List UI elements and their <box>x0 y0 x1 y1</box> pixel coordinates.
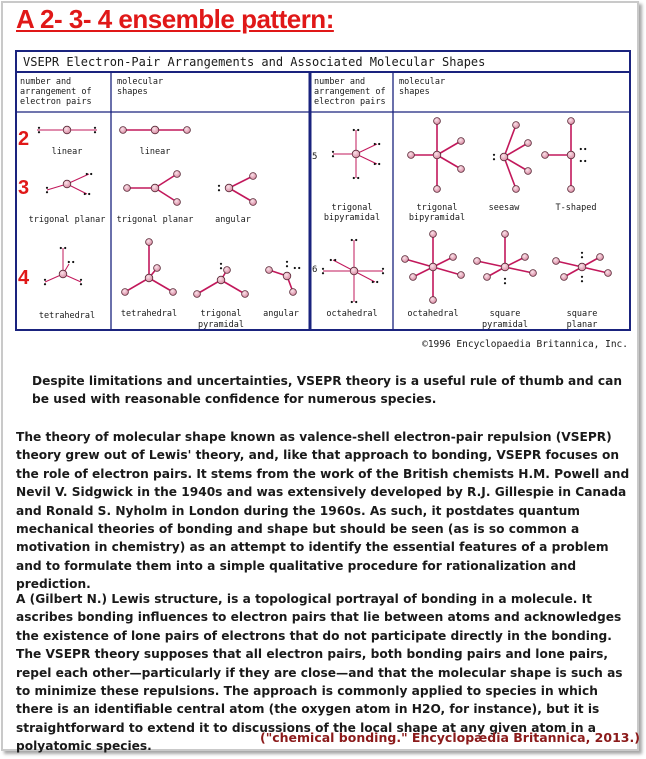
atom <box>122 289 129 296</box>
atom <box>266 267 273 274</box>
atom <box>430 297 437 304</box>
lone-pair-dot <box>218 189 220 191</box>
atom <box>63 180 71 188</box>
lone-pair-dot <box>581 256 583 258</box>
lone-pair-dot <box>60 247 62 249</box>
citation: ("chemical bonding." Encyclopædia Britannica, 2013.) <box>260 730 640 745</box>
atom <box>225 184 233 192</box>
label-angular-4: angular <box>263 309 299 319</box>
atom <box>224 267 231 274</box>
lone-pair-dot <box>355 239 357 241</box>
lone-pair-dot <box>504 278 506 280</box>
label-square-planar-1: square <box>566 309 598 319</box>
atom <box>124 185 131 192</box>
atom <box>578 263 586 271</box>
atom <box>151 184 159 192</box>
atom <box>120 127 127 134</box>
header-right-pairs-3: electron pairs <box>314 97 386 107</box>
lone-pair-dot <box>581 252 583 254</box>
label-trigonal-bipyramidal-shape-1: trigonal <box>416 203 458 213</box>
header-left-pairs-1: number and <box>20 77 72 87</box>
label-octahedral-arrangement: octahedral <box>326 309 378 319</box>
atom <box>450 254 457 261</box>
lone-pair-dot <box>353 177 355 179</box>
row-number-4: 4 <box>18 267 30 289</box>
lone-pair-dot <box>68 261 70 263</box>
figure-title: VSEPR Electron-Pair Arrangements and Associated Molecular Shapes <box>23 55 486 69</box>
label-square-planar-2: planar <box>566 320 598 330</box>
atom <box>283 272 291 280</box>
lone-pair-dot <box>90 173 92 175</box>
atom <box>542 152 549 159</box>
header-left-pairs-2: arrangement of <box>20 87 92 97</box>
lone-pair-dot <box>46 187 48 189</box>
atom <box>474 258 481 265</box>
lone-pair-dot <box>378 143 380 145</box>
bond-line <box>477 261 505 267</box>
header-right-shapes-2: shapes <box>399 87 430 97</box>
label-tetrahedral-arrangement: tetrahedral <box>38 311 96 321</box>
atom <box>146 239 153 246</box>
bond-line <box>504 157 516 189</box>
atom <box>250 173 257 180</box>
bond-line <box>504 125 516 157</box>
lone-pair-dot <box>332 151 334 153</box>
lone-pair-dot <box>382 272 384 274</box>
lone-pair-dot <box>376 281 378 283</box>
atom <box>525 140 532 147</box>
lone-pair-dot <box>357 129 359 131</box>
atom <box>567 151 575 159</box>
label-trigonal-bipyramidal-arr-2: bipyramidal <box>323 213 381 223</box>
atom <box>217 276 225 284</box>
lone-pair-dot <box>580 160 582 162</box>
label-seesaw: seesaw <box>488 203 520 213</box>
lone-pair-dot <box>581 280 583 282</box>
lone-pair-dot <box>584 160 586 162</box>
lone-pair-dot <box>353 129 355 131</box>
row-number-5: 5 <box>312 152 318 162</box>
atom <box>250 199 257 206</box>
lone-pair-dot <box>298 267 300 269</box>
lone-pair-dot <box>80 283 82 285</box>
atom <box>513 186 520 193</box>
lone-pair-dot <box>504 282 506 284</box>
atom <box>242 291 249 298</box>
lone-pair-dot <box>493 154 495 156</box>
atom <box>402 256 409 263</box>
atom <box>525 168 532 175</box>
atom <box>410 274 417 281</box>
row-number-3: 3 <box>18 177 30 199</box>
lone-pair-dot <box>220 263 222 265</box>
header-left-pairs-3: electron pairs <box>20 97 92 107</box>
atom <box>458 138 465 145</box>
header-left-shapes-1: molecular <box>117 77 164 87</box>
atom <box>145 274 153 282</box>
copyright-notice: ©1996 Encyclopaedia Britannica, Inc. <box>422 339 628 350</box>
lone-pair-dot <box>84 193 86 195</box>
lone-pair-dot <box>584 148 586 150</box>
label-trigonal-planar-arrangement: trigonal planar <box>28 215 106 225</box>
atom <box>184 127 191 134</box>
bond-line <box>505 267 533 273</box>
page-heading: A 2- 3- 4 ensemble pattern: <box>16 4 334 34</box>
label-angular-3: angular <box>215 215 251 225</box>
lone-pair-dot <box>322 272 324 274</box>
atom <box>433 151 441 159</box>
atom <box>568 186 575 193</box>
lone-pair-dot <box>351 301 353 303</box>
lone-pair-dot <box>357 177 359 179</box>
atom <box>484 274 491 281</box>
atom <box>458 166 465 173</box>
header-left-shapes-2: shapes <box>117 87 148 97</box>
lone-pair-dot <box>330 259 332 261</box>
bond-line <box>405 259 433 267</box>
lone-pair-dot <box>374 163 376 165</box>
lone-pair-dot <box>378 163 380 165</box>
lone-pair-dot <box>334 259 336 261</box>
atom <box>458 272 465 279</box>
lone-pair-dot <box>94 131 96 133</box>
lone-pair-dot <box>382 268 384 270</box>
lone-pair-dot <box>46 191 48 193</box>
paragraph-vsepr-history: The theory of molecular shape known as valence-shell electron-pair repulsion (VSEPR) theory grew out of Lewis' theory, and, like that approach to bonding, VSEPR focuses on the role of electron pairs. It stems from the work of the British chemists H.M. Powell and Nevil V. Sidgwick in the 1940s and was extensively developed by R.J. Gillespie in Canada and Ronald S. Nyholm in London during the 1960s. As such, it postdates quantum mechanical theories of bonding and shape but should be seen (as is so common a motivation in chemistry) as an attempt to identify the essential features of a problem and to formulate them into a simple qualitative procedure for rationalization and prediction. <box>16 430 630 592</box>
atom <box>290 289 297 296</box>
lone-pair-dot <box>372 281 374 283</box>
lone-pair-dot <box>88 193 90 195</box>
paragraph-lewis-structure: A (Gilbert N.) Lewis structure, is a topological portrayal of bonding in a molecule. It ascribes bonding influences to electron pairs that lie between atoms and acknowledges the existence of lone pairs of electrons that do not participate directly in the bonding. The VSEPR theory supposes that all electron pairs, both bonding pairs and lone pairs, repel each other—particularly if they are close—and that the molecular shape is such as to minimize these repulsions. The approach is commonly applied to species in which there is an identifiable central atom (the oxygen atom in H2O, for instance), but it is straightforward to extend it to discussions of the local shape at any given atom in a polyatomic species. <box>16 592 623 754</box>
lone-pair-dot <box>44 283 46 285</box>
atom <box>522 254 529 261</box>
lone-pair-dot <box>286 261 288 263</box>
label-trigonal-bipyramidal-arr-1: trigonal <box>331 203 373 213</box>
atom <box>605 270 612 277</box>
bond-line <box>433 267 461 275</box>
lone-pair-dot <box>286 265 288 267</box>
label-square-pyramidal-2: pyramidal <box>481 320 529 330</box>
label-trigonal-pyramidal-1: trigonal <box>200 309 242 319</box>
lone-pair-dot <box>493 158 495 160</box>
lone-pair-dot <box>218 185 220 187</box>
label-octahedral-shape: octahedral <box>407 309 459 319</box>
header-right-pairs-2: arrangement of <box>314 87 386 97</box>
lone-pair-dot <box>294 267 296 269</box>
lone-pair-dot <box>581 276 583 278</box>
atom <box>513 122 520 129</box>
label-linear-shape: linear <box>139 147 171 157</box>
atom <box>500 153 508 161</box>
atom <box>170 289 177 296</box>
atom <box>151 126 159 134</box>
atom <box>408 152 415 159</box>
summary-text: Despite limitations and uncertainties, VSEPR theory is a useful rule of thumb and can be used with reasonable confidence for numerous species. <box>32 374 623 407</box>
atom <box>553 258 560 265</box>
lone-pair-dot <box>72 261 74 263</box>
label-trigonal-planar-shape: trigonal planar <box>116 215 194 225</box>
lone-pair-dot <box>355 301 357 303</box>
atom <box>174 171 181 178</box>
atom <box>194 291 201 298</box>
label-linear-arrangement: linear <box>51 147 83 157</box>
header-right-shapes-1: molecular <box>399 77 446 87</box>
lone-pair-dot <box>332 155 334 157</box>
header-right-pairs-1: number and <box>314 77 366 87</box>
atom <box>501 263 509 271</box>
atom <box>561 274 568 281</box>
atom <box>59 270 67 278</box>
atom <box>429 263 437 271</box>
lone-pair-dot <box>64 247 66 249</box>
atom <box>434 186 441 193</box>
label-trigonal-pyramidal-2: pyramidal <box>197 320 245 330</box>
lone-pair-dot <box>374 143 376 145</box>
atom <box>597 254 604 261</box>
vsepr-figure <box>15 50 631 350</box>
atom <box>63 126 71 134</box>
lone-pair-dot <box>38 127 40 129</box>
atom <box>568 118 575 125</box>
lone-pair-dot <box>38 131 40 133</box>
lone-pair-dot <box>86 173 88 175</box>
label-square-pyramidal-1: square <box>489 309 521 319</box>
atom <box>530 270 537 277</box>
label-t-shaped: T-shaped <box>555 203 597 213</box>
row-number-2: 2 <box>18 128 30 150</box>
molecule-diagrams <box>37 118 611 304</box>
lone-pair-dot <box>580 148 582 150</box>
label-trigonal-bipyramidal-shape-2: bipyramidal <box>408 213 466 223</box>
lone-pair-dot <box>220 267 222 269</box>
row-number-6: 6 <box>312 265 318 275</box>
atom <box>502 231 509 238</box>
atom <box>430 231 437 238</box>
label-tetrahedral-shape: tetrahedral <box>120 309 178 319</box>
lone-pair-dot <box>322 268 324 270</box>
atom <box>154 265 161 272</box>
atom <box>350 267 358 275</box>
lone-pair-dot <box>44 279 46 281</box>
lone-pair-dot <box>94 127 96 129</box>
lone-pair-dot <box>351 239 353 241</box>
atom <box>174 199 181 206</box>
lone-pair-dot <box>80 279 82 281</box>
atom <box>434 118 441 125</box>
atom <box>352 150 360 158</box>
